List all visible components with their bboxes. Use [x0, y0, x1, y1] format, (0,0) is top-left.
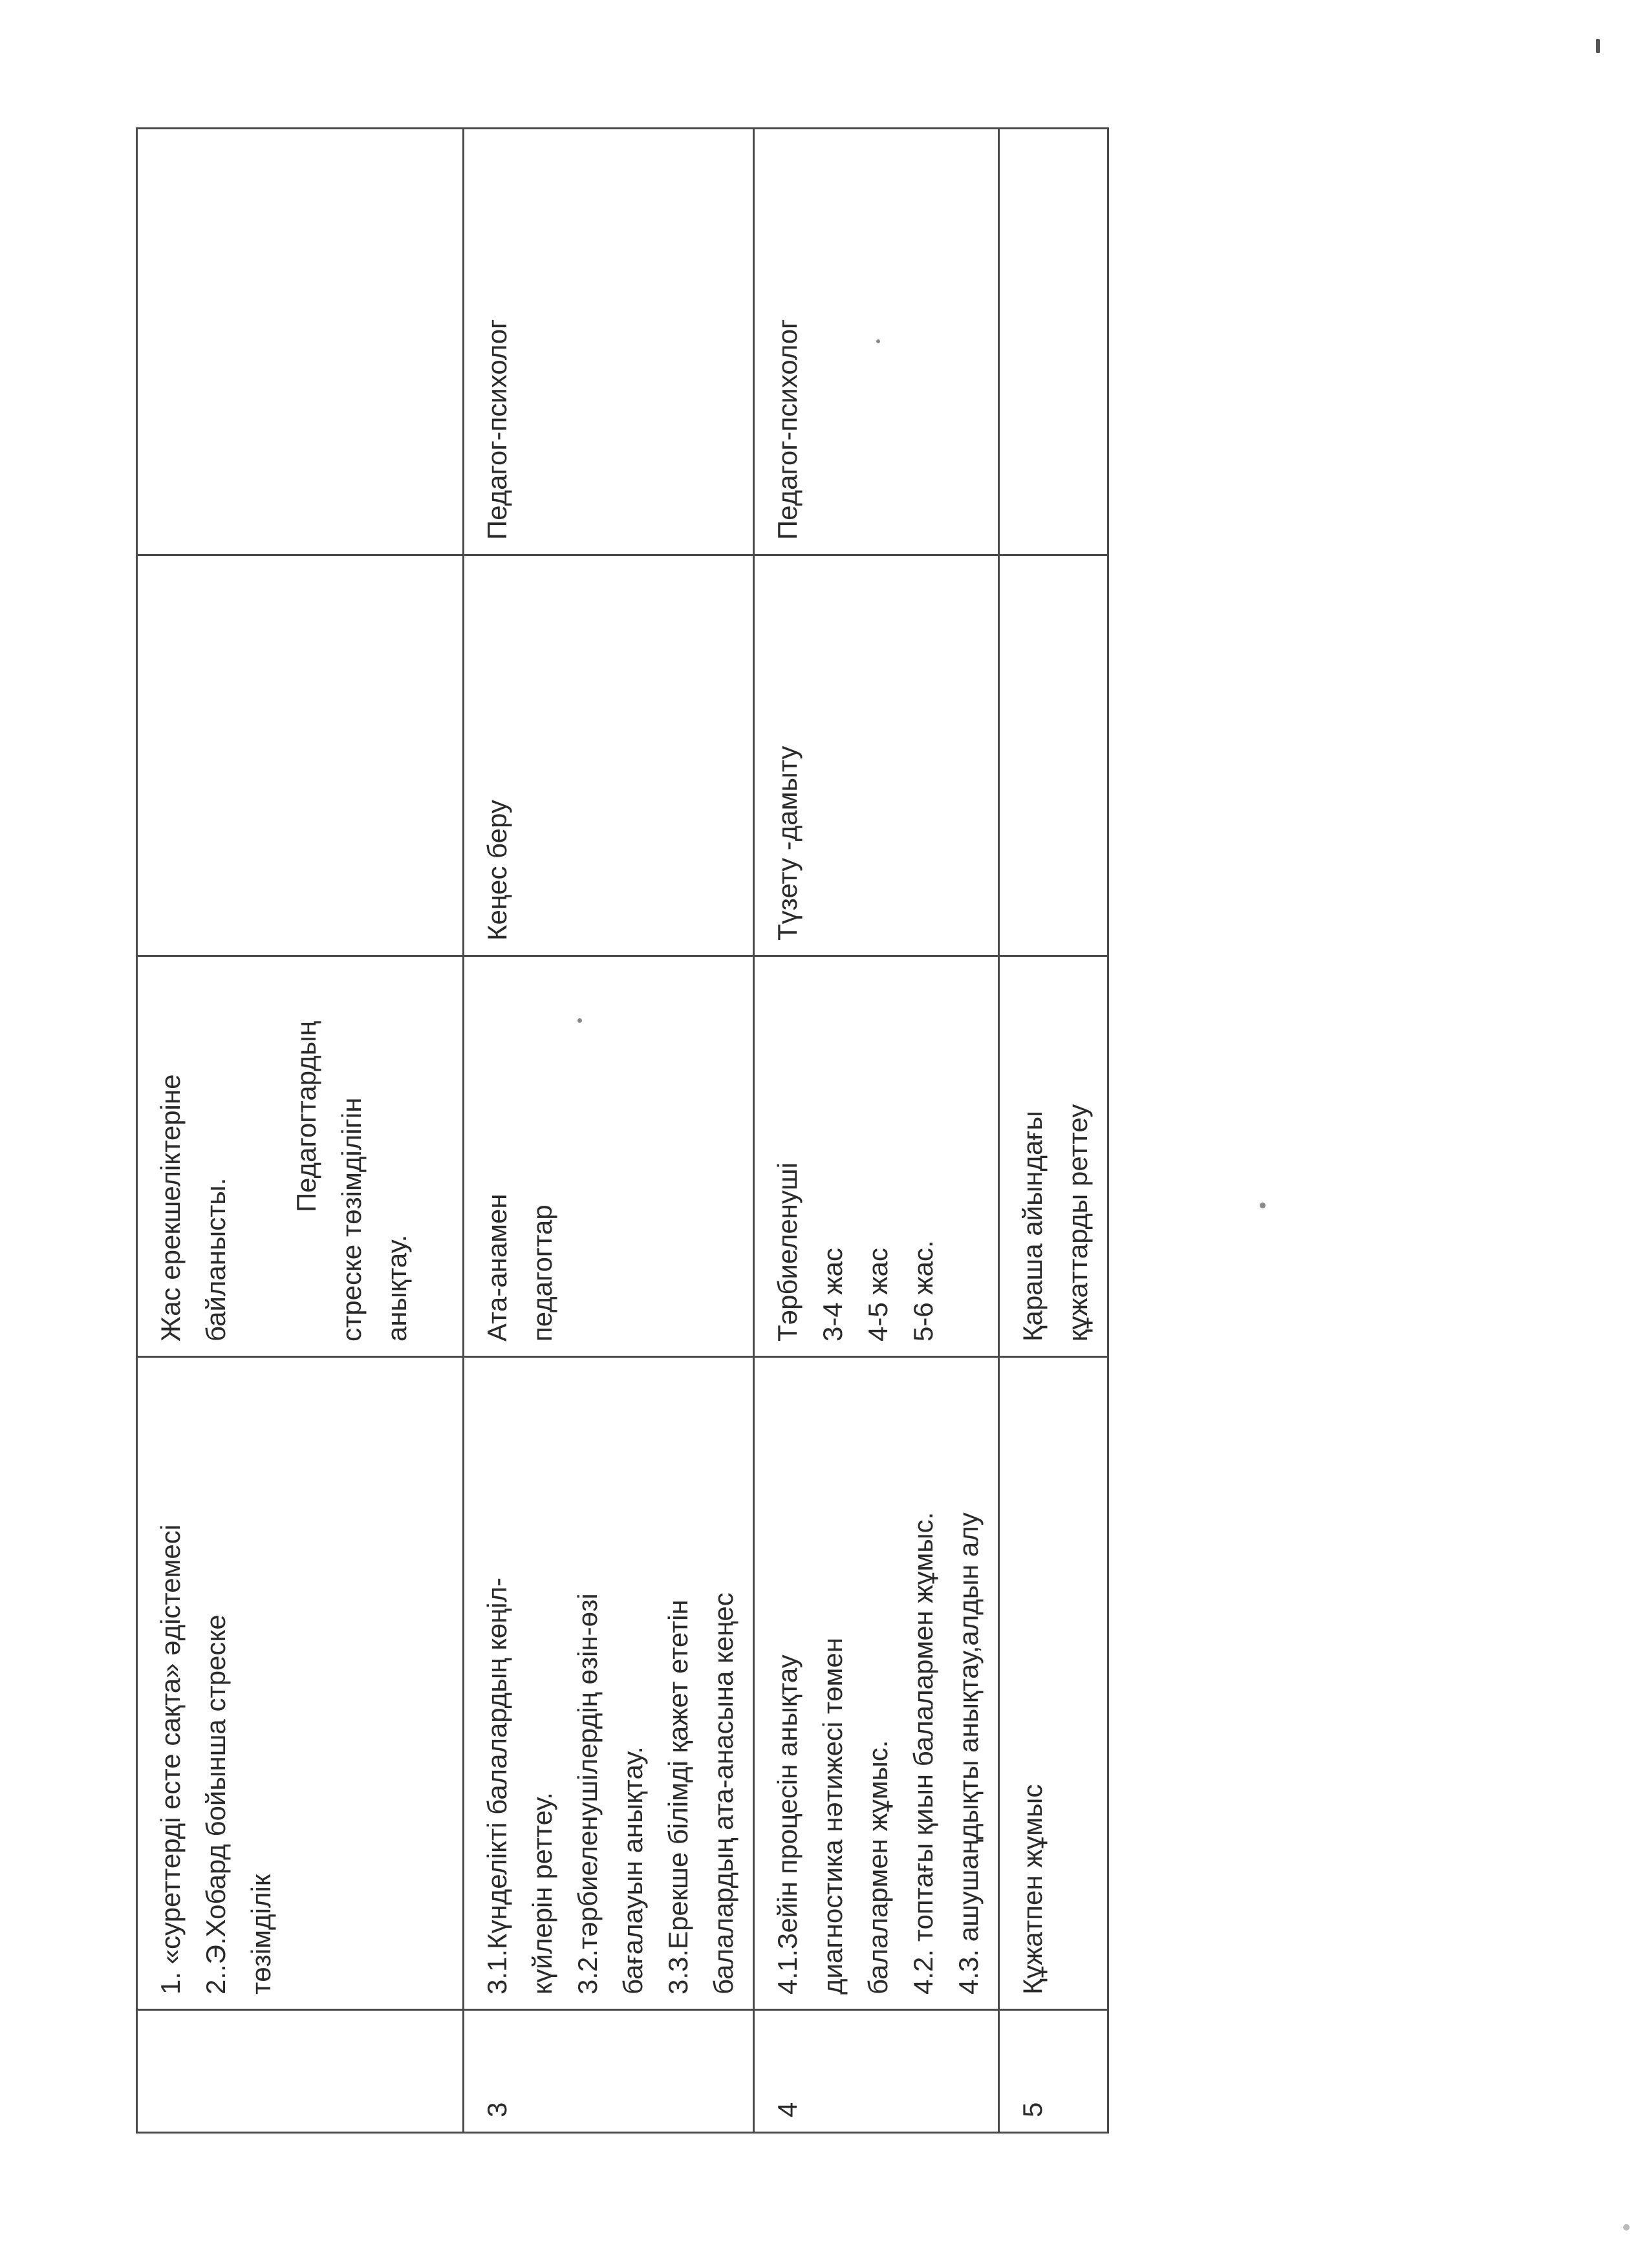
content-line: 2..Э.Хобард бойынша стреске: [200, 1614, 231, 1995]
content-cell: [754, 1357, 999, 2010]
content-line: 3.3.Ерекше білімді қажет ететін: [663, 1599, 693, 1995]
table-row: [754, 129, 999, 2133]
rotated-page-content: [136, 129, 1093, 2134]
content-line: бағалауын анықтау.: [618, 1746, 648, 1995]
table-row: [137, 129, 464, 2133]
content-line: төзімділік: [246, 1874, 276, 1995]
participants-cell: [137, 956, 464, 1357]
scan-speck: [1596, 39, 1600, 53]
form-cell: Түзету -дамыту: [754, 555, 999, 956]
participants-line: Жас ерекшеліктеріне: [155, 1074, 186, 1342]
row-number: 4: [754, 2010, 999, 2133]
participants-line: Педагогтардың: [291, 1021, 321, 1212]
content-line: 4.2. топтағы қиын балалармен жұмыс.: [908, 1512, 938, 1995]
responsible-cell: Педагог-психолог: [754, 129, 999, 555]
table-row: [464, 129, 754, 2133]
row-number: 5: [999, 2010, 1108, 2133]
participants-line: 3-4 жас: [817, 1248, 848, 1342]
content-line: 3.1.Күнделікті балалардың көңіл-: [482, 1578, 512, 1995]
participants-line: 4-5 жас: [863, 1248, 893, 1342]
participants-cell: [999, 956, 1108, 1357]
scan-speck: [1260, 1203, 1266, 1208]
form-cell: [137, 555, 464, 956]
blank-line: [239, 971, 284, 1342]
participants-cell: [464, 956, 754, 1357]
form-cell: [999, 555, 1108, 956]
content-line: балалармен жұмыс.: [863, 1740, 893, 1995]
form-cell: Кеңес беру: [464, 555, 754, 956]
responsible-cell: [999, 129, 1108, 555]
row-number: [137, 2010, 464, 2133]
responsible-cell: Педагог-психолог: [464, 129, 754, 555]
plan-table: [136, 127, 1109, 2134]
content-line: 3.2.тәрбиеленушілердің өзін-өзі: [572, 1593, 603, 1995]
scan-speck: [1623, 2224, 1630, 2231]
responsible-cell: [137, 129, 464, 555]
participants-line: анықтау.: [382, 1234, 412, 1342]
participants-line: Тәрбиеленуші: [772, 1162, 803, 1342]
participants-line: педагогтар: [527, 1204, 557, 1342]
content-cell: [464, 1357, 754, 2010]
participants-line: байланысты.: [200, 1177, 231, 1342]
participants-line: Ата-анамен: [482, 1193, 512, 1342]
participants-line: 5-6 жас.: [908, 1240, 938, 1342]
participants-line: құжаттарды реттеу: [1062, 1104, 1093, 1342]
table-row: [999, 129, 1108, 2133]
content-line: балалардың ата-анасына кеңес: [708, 1592, 738, 1995]
row-number: 3: [464, 2010, 754, 2133]
participants-line: стреске төзімділігін: [336, 1097, 367, 1342]
content-line: диагностика нәтижесі төмен: [817, 1638, 848, 1995]
content-line: күйлерін реттеу.: [527, 1792, 557, 1995]
content-line: Құжатпен жұмыс: [1017, 1784, 1048, 1995]
content-line: 4.1.Зейін процесін анықтау: [772, 1654, 803, 1995]
content-cell: [137, 1357, 464, 2010]
content-line: 1. «суреттерді есте сақта» әдістемесі: [155, 1524, 186, 1995]
scan-speck: [876, 339, 880, 343]
participants-cell: [754, 956, 999, 1357]
content-line: 4.3. ашушаңдықты анықтау,алдын алу: [953, 1512, 984, 1995]
scan-speck: [577, 1018, 582, 1023]
participants-line: Қараша айындағы: [1017, 1111, 1048, 1342]
content-cell: [999, 1357, 1108, 2010]
